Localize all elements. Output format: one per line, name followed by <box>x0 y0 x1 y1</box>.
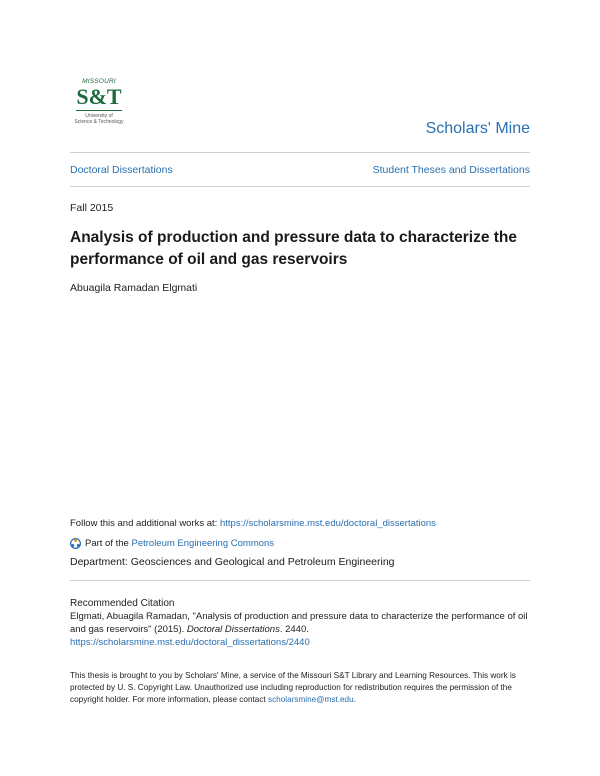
contact-email-link[interactable]: scholarsmine@mst.edu <box>267 695 354 704</box>
follow-line <box>70 518 436 529</box>
network-icon <box>70 538 81 549</box>
logo-sub-1: University of <box>85 113 113 119</box>
citation-heading: Recommended Citation <box>70 598 175 609</box>
author-name: Abuagila Ramadan Elgmati <box>70 282 198 294</box>
citation-text: Elgmati, Abuagila Ramadan, "Analysis of production and pressure data to characterize the performance of oil and gas reservoirs" (2015). <box>70 611 528 635</box>
follow-link[interactable]: https://scholarsmine.mst.edu/doctoral_dissertations <box>219 518 436 529</box>
publication-date: Fall 2015 <box>70 202 114 214</box>
citation-url[interactable]: https://scholarsmine.mst.edu/doctoral_dissertations/2440 <box>70 637 310 648</box>
part-of-prefix: Part of the <box>85 538 129 549</box>
divider <box>70 186 530 187</box>
logo-mark: S&T <box>76 84 122 109</box>
footer-text: This thesis is brought to you by Scholars' Mine, a service of the Missouri S&T Library and Learning Resources. This work is protected by U. S. Copyright Law. Unauthorized use including reproduction for redistribution requires the permission of the copyright holder. For more information, please contact <box>70 671 516 704</box>
part-of-line <box>70 538 274 549</box>
follow-prefix: Follow this and additional works at: <box>70 518 220 529</box>
divider <box>70 152 530 153</box>
citation-series: Doctoral Dissertations <box>186 624 280 635</box>
logo-top-text: MISSOURI <box>82 78 116 85</box>
divider <box>70 580 530 581</box>
petroleum-engineering-commons-link[interactable]: Petroleum Engineering Commons <box>131 538 275 549</box>
university-logo <box>72 78 126 136</box>
citation-body <box>70 610 535 649</box>
logo-rule <box>76 110 122 111</box>
footer-notice <box>70 670 540 706</box>
breadcrumb-student-theses[interactable]: Student Theses and Dissertations <box>372 164 530 176</box>
department: Department: Geosciences and Geological and Petroleum Engineering <box>70 556 395 568</box>
footer-end: . <box>353 695 356 704</box>
document-title: Analysis of production and pressure data to characterize the performance of oil and gas reservoirs <box>70 229 518 268</box>
breadcrumb-doctoral-dissertations[interactable]: Doctoral Dissertations <box>70 164 173 176</box>
logo-sub-2: Science & Technology <box>74 119 124 125</box>
site-name-link[interactable]: Scholars' Mine <box>425 120 530 137</box>
citation-number: . 2440. <box>279 624 309 635</box>
